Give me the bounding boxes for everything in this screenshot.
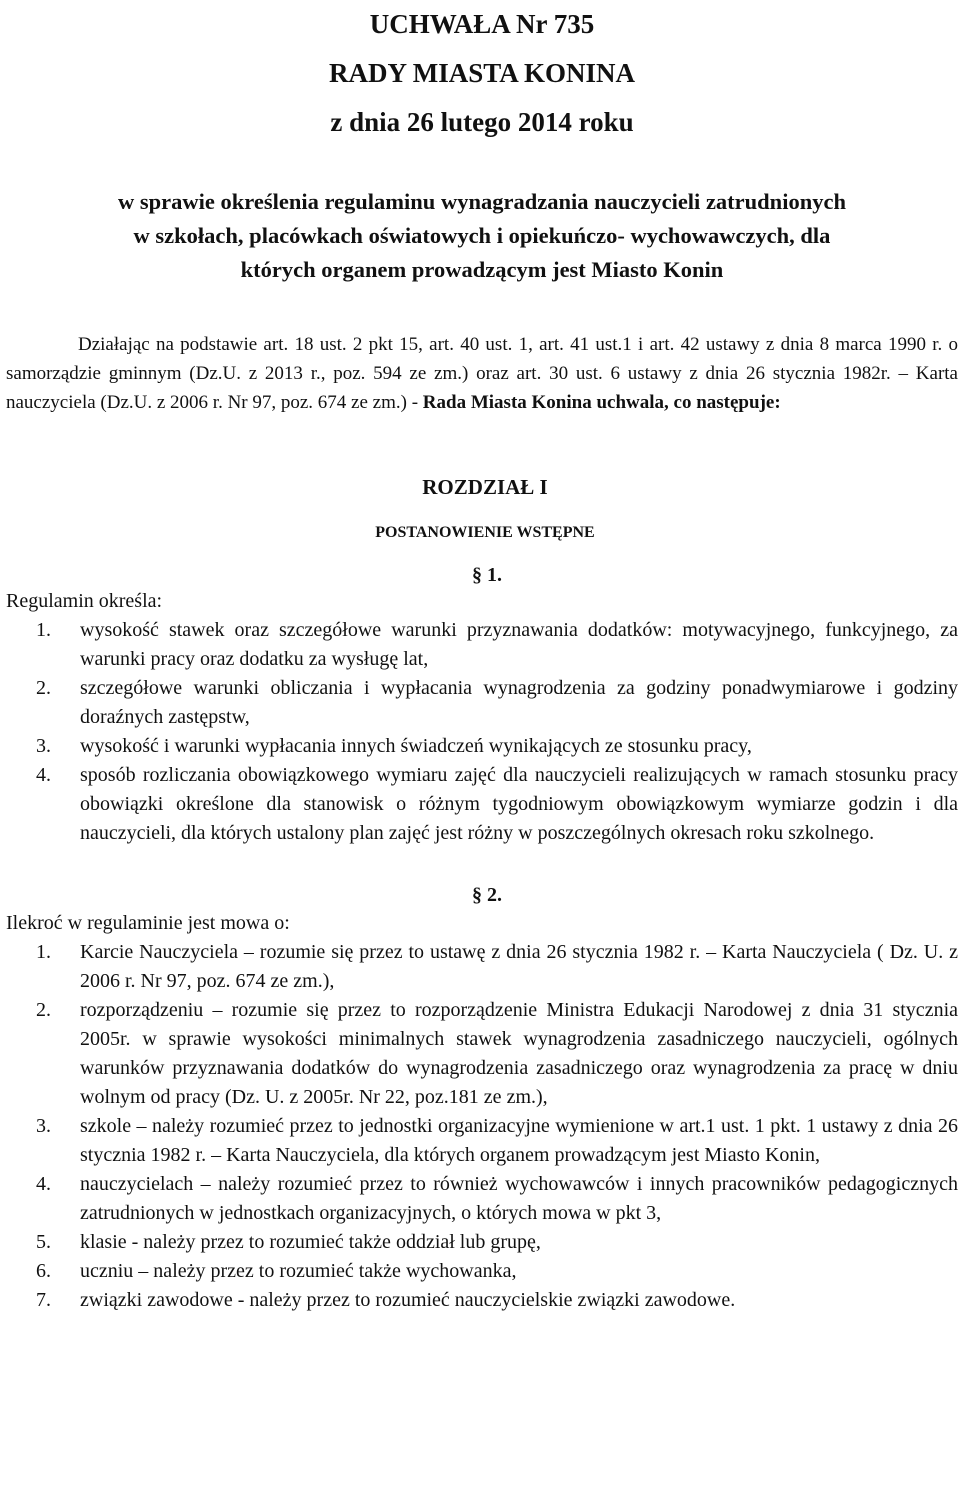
document-page <box>6 0 958 1503</box>
list-item-number: 3. <box>36 1115 51 1137</box>
subject-line-3: których organem prowadzącym jest Miasto Konin <box>240 257 724 282</box>
list-item-number: 3. <box>36 735 51 757</box>
preamble-text <box>6 330 958 417</box>
list-item <box>6 761 958 848</box>
resolution-subject <box>6 185 958 287</box>
list-item-number: 1. <box>36 619 51 641</box>
list-item-number: 5. <box>36 1231 51 1253</box>
list-item-number: 4. <box>36 764 51 786</box>
section-2 <box>6 884 958 1315</box>
list-item <box>6 1112 958 1170</box>
list-item-text: szkole – należy rozumieć przez to jednostki organizacyjne wymienione w art.1 ust. 1 pkt. 1 ustawy z dnia 26 stycznia 1982 r. – Karta Nauczyciela, dla których organem prowadzącym jest Miasto Konin, <box>80 1115 958 1166</box>
section-2-list <box>6 938 958 1315</box>
list-item-text: związki zawodowe - należy przez to rozumieć nauczycielskie związki zawodowe. <box>80 1289 736 1311</box>
chapter-title: ROZDZIAŁ I <box>422 475 548 499</box>
council-name: RADY MIASTA KONINA <box>328 58 636 88</box>
list-item-text: szczegółowe warunki obliczania i wypłacania wynagrodzenia za godziny ponadwymiarowe i godziny doraźnych zastępstw, <box>80 677 958 728</box>
list-item-number: 2. <box>36 999 51 1021</box>
section-1-symbol: § 1. <box>472 564 502 586</box>
list-item <box>6 996 958 1112</box>
list-item <box>6 1257 958 1286</box>
list-item-number: 6. <box>36 1260 51 1282</box>
chapter-heading <box>6 475 958 542</box>
list-item-text: uczniu – należy przez to rozumieć także wychowanka, <box>80 1260 517 1282</box>
list-item <box>6 938 958 996</box>
resolution-date: z dnia 26 lutego 2014 roku <box>330 107 634 137</box>
section-1-intro: Regulamin określa: <box>6 590 163 612</box>
resolution-number: UCHWAŁA Nr 735 <box>369 9 595 39</box>
preamble <box>6 330 958 417</box>
list-item-number: 4. <box>36 1173 51 1195</box>
list-item-number: 7. <box>36 1289 51 1311</box>
chapter-subtitle: POSTANOWIENIE WSTĘPNE <box>375 524 595 541</box>
list-item-text: klasie - należy przez to rozumieć także oddział lub grupę, <box>80 1231 541 1253</box>
section-1 <box>6 564 958 848</box>
list-item <box>6 616 958 674</box>
list-item <box>6 1228 958 1257</box>
list-item <box>6 732 958 761</box>
list-item-text: wysokość stawek oraz szczegółowe warunki przyznawania dodatków: motywacyjnego, funkcyjnego, za warunki pracy oraz dodatku za wysługę lat, <box>80 619 958 670</box>
subject-line-2: w szkołach, placówkach oświatowych i opiekuńczo- wychowawczych, dla <box>133 223 831 248</box>
preamble-enactment: Rada Miasta Konina uchwala, co następuje: <box>422 392 781 413</box>
list-item <box>6 674 958 732</box>
section-2-intro: Ilekroć w regulaminie jest mowa o: <box>6 912 290 934</box>
subject-line-1: w sprawie określenia regulaminu wynagradzania nauczycieli zatrudnionych <box>118 189 846 214</box>
section-2-symbol: § 2. <box>472 884 502 906</box>
preamble-legal-basis: Działając na podstawie art. 18 ust. 2 pkt 15, art. 40 ust. 1, art. 41 ust.1 i art. 42 ustawy z dnia 8 marca 1990 r. o samorządzie gminnym (Dz.U. z 2013 r., poz. 594 ze zm.) oraz art. 30 ust. 6 ustawy z dnia 26 stycznia 1982r. – Karta nauczyciela (Dz.U. z 2006 r. Nr 97, poz. 674 ze zm.) - <box>6 334 958 413</box>
list-item-text: nauczycielach – należy rozumieć przez to również wychowawców i innych pracowników pedagogicznych zatrudnionych w jednostkach organizacyjnych, o których mowa w pkt 3, <box>80 1173 958 1224</box>
resolution-header <box>6 0 958 147</box>
list-item-number: 2. <box>36 677 51 699</box>
section-1-list <box>6 616 958 848</box>
list-item-text: Karcie Nauczyciela – rozumie się przez to ustawę z dnia 26 stycznia 1982 r. – Karta Nauczyciela ( Dz. U. z 2006 r. Nr 97, poz. 674 ze zm.), <box>80 941 958 992</box>
list-item-number: 1. <box>36 941 51 963</box>
list-item-text: sposób rozliczania obowiązkowego wymiaru zajęć dla nauczycieli realizujących w ramach stosunku pracy obowiązki określone dla stanowisk o różnym tygodniowym obowiązkowym wymiarze godzin i dla nauczycieli, dla których ustalony plan zajęć jest różny w poszczególnych okresach roku szkolnego. <box>80 764 958 844</box>
list-item-text: rozporządzeniu – rozumie się przez to rozporządzenie Ministra Edukacji Narodowej z dnia 31 stycznia 2005r. w sprawie wysokości minimalnych stawek wynagrodzenia zasadniczego nauczycieli, ogólnych warunków przyznawania dodatków do wynagrodzenia zasadniczego oraz wynagrodzenia za pracę w dniu wolnym od pracy (Dz. U. z 2005r. Nr 22, poz.181 ze zm.), <box>80 999 958 1108</box>
list-item <box>6 1286 958 1315</box>
list-item-text: wysokość i warunki wypłacania innych świadczeń wynikających ze stosunku pracy, <box>80 735 752 757</box>
list-item <box>6 1170 958 1228</box>
